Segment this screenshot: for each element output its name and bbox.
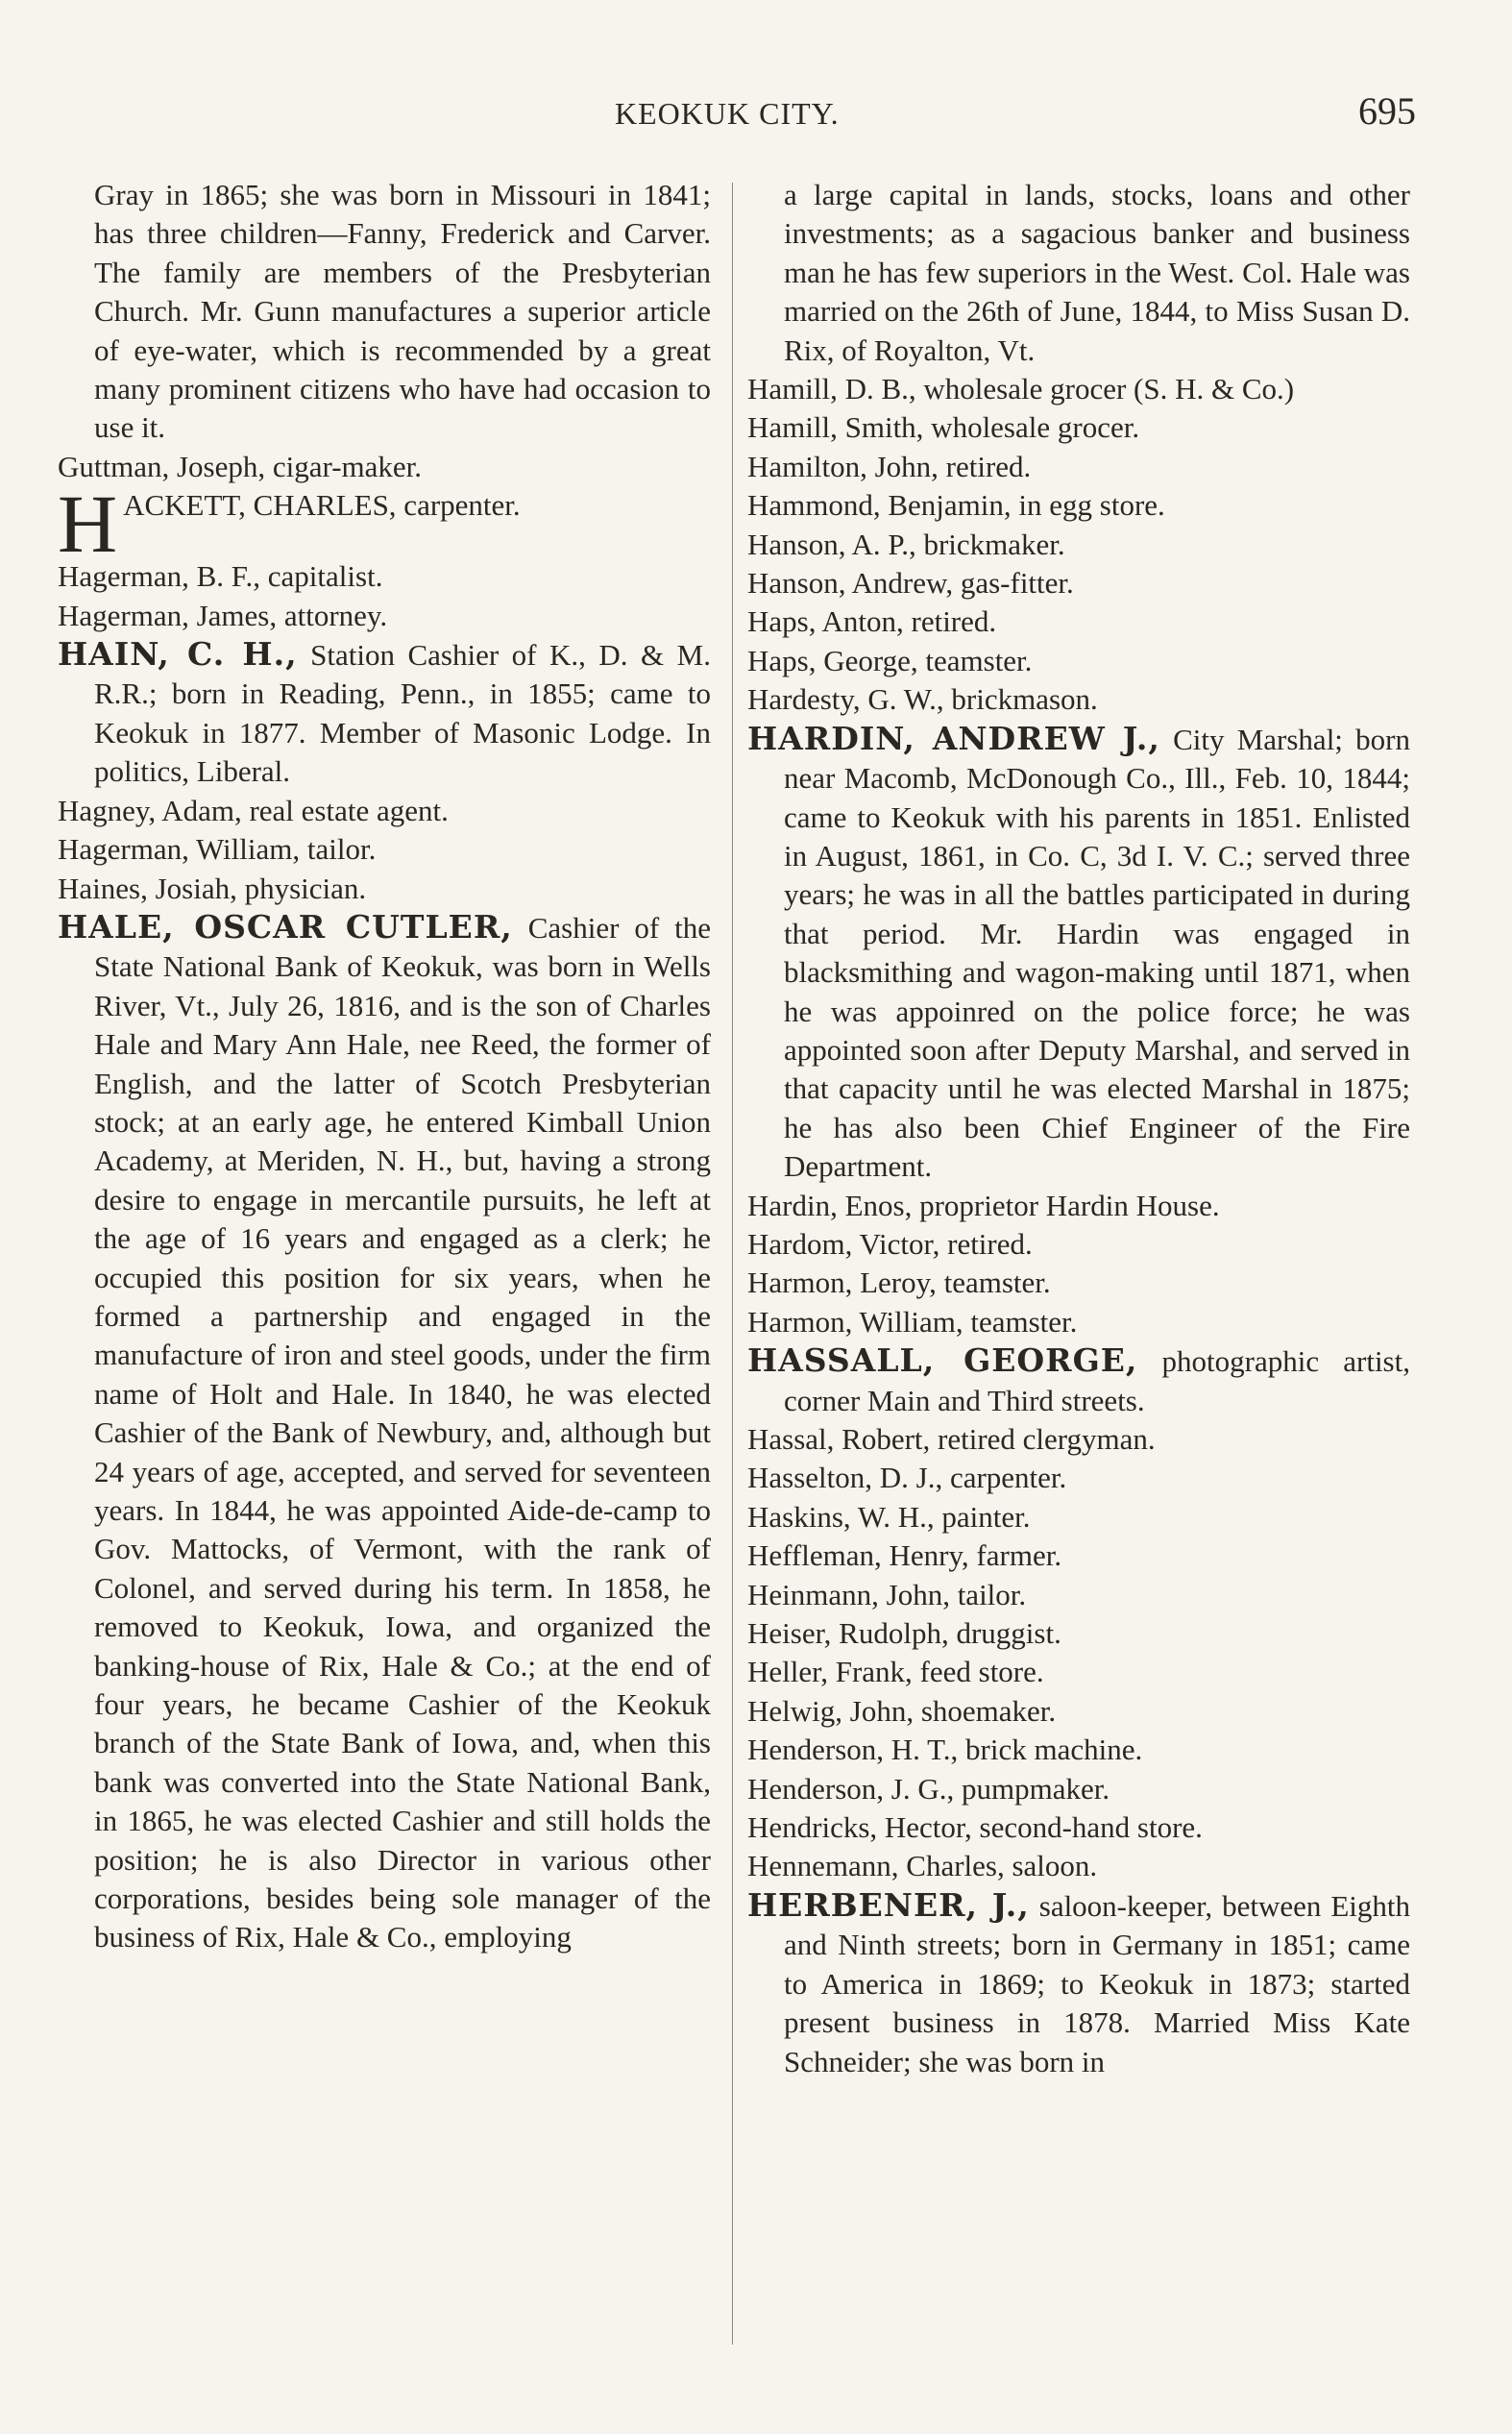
entry-hendricks: Hendricks, Hector, second-hand store. — [747, 1810, 1203, 1845]
entry-hardom: Hardom, Victor, retired. — [747, 1226, 1033, 1261]
entry-hennemann: Hennemann, Charles, saloon. — [747, 1849, 1098, 1883]
entry-hackett-text: ACKETT, CHARLES, carpenter. — [123, 488, 521, 523]
entry-hamill-smith: Hamill, Smith, wholesale grocer. — [747, 410, 1140, 445]
entry-heinmann: Heinmann, John, tailor. — [747, 1577, 1027, 1611]
running-title: KEOKUK CITY. — [615, 96, 840, 131]
entry-hasselton: Hasselton, D. J., carpenter. — [747, 1461, 1067, 1495]
entry-haines: Haines, Josiah, physician. — [58, 871, 367, 905]
entry-henderson-ht: Henderson, H. T., brick machine. — [747, 1733, 1143, 1767]
entry-gunn-continued: Gray in 1865; she was born in Missouri in 1841; has three children—Fanny, Frederick and Carver. The family are members of the Presbyterian Church. Mr. Gunn manufactures a superior article of eye-water, which is recommended by a great many prominent citizens who have had occasion to use it. — [94, 178, 711, 445]
entry-hagney: Hagney, Adam, real estate agent. — [58, 793, 449, 827]
entry-hanson-andrew: Hanson, Andrew, gas-fitter. — [747, 566, 1074, 601]
entry-hardin-text: City Marshal; born near Macomb, McDonough Co., Ill., Feb. 10, 1844; came to Keokuk with his parents in 1851. Enlisted in August, 1861, in Co. C, 3d I. V. C.; served three years; he was in all the battles participated in during that period. Mr. Hardin was engaged in blacksmithing and wagon-making until 1871, when he was appoinred on the police force; he was appointed soon after Deputy Marshal, and served in that capacity until he was elected Marshal in 1875; he has also been Chief Engineer of the Fire Department. — [784, 722, 1410, 1184]
entry-hain-text: Station Cashier of K., D. & M. R.R.; born in Reading, Penn., in 1855; came to Keokuk in 1877. Member of Masonic Lodge. In politics, Liberal. — [94, 638, 711, 789]
entry-helwig: Helwig, John, shoemaker. — [747, 1693, 1057, 1728]
entry-hamill-db: Hamill, D. B., wholesale grocer (S. H. & Co.) — [747, 372, 1295, 406]
entry-heller: Heller, Frank, feed store. — [747, 1655, 1044, 1689]
entry-hassall-george — [747, 1341, 1410, 1420]
entry-haskins: Haskins, W. H., painter. — [747, 1499, 1031, 1534]
entry-herbener — [747, 1886, 1410, 2081]
entry-herbener-text: saloon-keeper, between Eighth and Ninth streets; born in Germany in 1851; came to America in 1869; to Keokuk in 1873; started present business in 1878. Married Miss Kate Schneider; she was born in — [784, 1888, 1410, 2078]
entry-hain — [58, 635, 711, 792]
entry-hain-name: HAIN, C. H., — [58, 635, 298, 674]
entry-hassall-text: photographic artist, corner Main and Third streets. — [784, 1344, 1410, 1417]
right-column — [747, 176, 1410, 2081]
entry-hardin-name: HARDIN, ANDREW J., — [747, 719, 1160, 757]
entry-hanson-ap: Hanson, A. P., brickmaker. — [747, 527, 1065, 561]
left-column — [58, 176, 711, 1957]
entry-hackett — [58, 478, 711, 571]
entry-herbener-name: HERBENER, J., — [747, 1885, 1030, 1924]
entry-harmon-william: Harmon, William, teamster. — [747, 1304, 1078, 1339]
entry-hale-text: Cashier of the State National Bank of Keokuk, was born in Wells River, Vt., July 26, 1816, and is the son of Charles Hale and Mary Ann Hale, nee Reed, the former of English, and the latter of Scotch Presbyterian stock; at an early age, he entered Kimball Union Academy, at Meriden, N. H., but, having a strong desire to engage in mercantile pursuits, he left at the age of 16 years and engaged as a clerk; he occupied this position for six years, when he formed a partnership and engaged in the manufacture of iron and steel goods, under the firm name of Holt and Hale. In 1840, he was elected Cashier of the Bank of Newbury, and, although but 24 years of age, accepted, and served for seventeen years. In 1844, he was appointed Aide-de-camp to Gov. Mattocks, of Vermont, with the rank of Colonel, and served during his term. In 1858, he removed to Keokuk, Iowa, and organized the banking-house of Rix, Hale & Co.; at the end of four years, he became Cashier of the Keokuk branch of the State Bank of Iowa, and, when this bank was converted into the State National Bank, in 1865, he was elected Cashier and still holds the position; he is also Director in various other corporations, besides being sole manager of the business of Rix, Hale & Co., employing — [94, 910, 711, 1955]
entry-hagerman-bf: Hagerman, B. F., capitalist. — [58, 559, 383, 594]
running-header — [58, 88, 1416, 146]
entry-heiser: Heiser, Rudolph, druggist. — [747, 1616, 1061, 1651]
entry-hammond: Hammond, Benjamin, in egg store. — [747, 488, 1165, 523]
entry-heffleman: Heffleman, Henry, farmer. — [747, 1538, 1062, 1573]
entry-hamilton: Hamilton, John, retired. — [747, 449, 1032, 483]
entry-hardin-enos: Hardin, Enos, proprietor Hardin House. — [747, 1188, 1220, 1222]
page-number: 695 — [1358, 89, 1416, 133]
entry-hale-continued: a large capital in lands, stocks, loans and other investments; as a sagacious banker and business man he has few superiors in the West. Col. Hale was married on the 26th of June, 1844, to Miss Susan D. Rix, of Royalton, Vt. — [784, 178, 1410, 367]
entry-hassall-name: HASSALL, GEORGE, — [747, 1341, 1138, 1380]
column-divider — [732, 183, 733, 2345]
entry-haps-anton: Haps, Anton, retired. — [747, 604, 997, 639]
entry-henderson-jg: Henderson, J. G., pumpmaker. — [747, 1771, 1110, 1806]
entry-hagerman-william: Hagerman, William, tailor. — [58, 832, 377, 867]
entry-haps-george: Haps, George, teamster. — [747, 643, 1033, 677]
entry-hardin-andrew — [747, 720, 1410, 1187]
drop-cap-letter: H — [58, 478, 118, 571]
entry-hale — [58, 908, 711, 1957]
entry-hale-name: HALE, OSCAR CUTLER, — [58, 907, 513, 946]
entry-harmon-leroy: Harmon, Leroy, teamster. — [747, 1266, 1051, 1300]
entry-hardesty: Hardesty, G. W., brickmason. — [747, 682, 1098, 717]
entry-hagerman-james: Hagerman, James, attorney. — [58, 598, 388, 632]
entry-hassal-robert: Hassal, Robert, retired clergyman. — [747, 1422, 1156, 1456]
entry-guttman: Guttman, Joseph, cigar-maker. — [58, 449, 423, 483]
